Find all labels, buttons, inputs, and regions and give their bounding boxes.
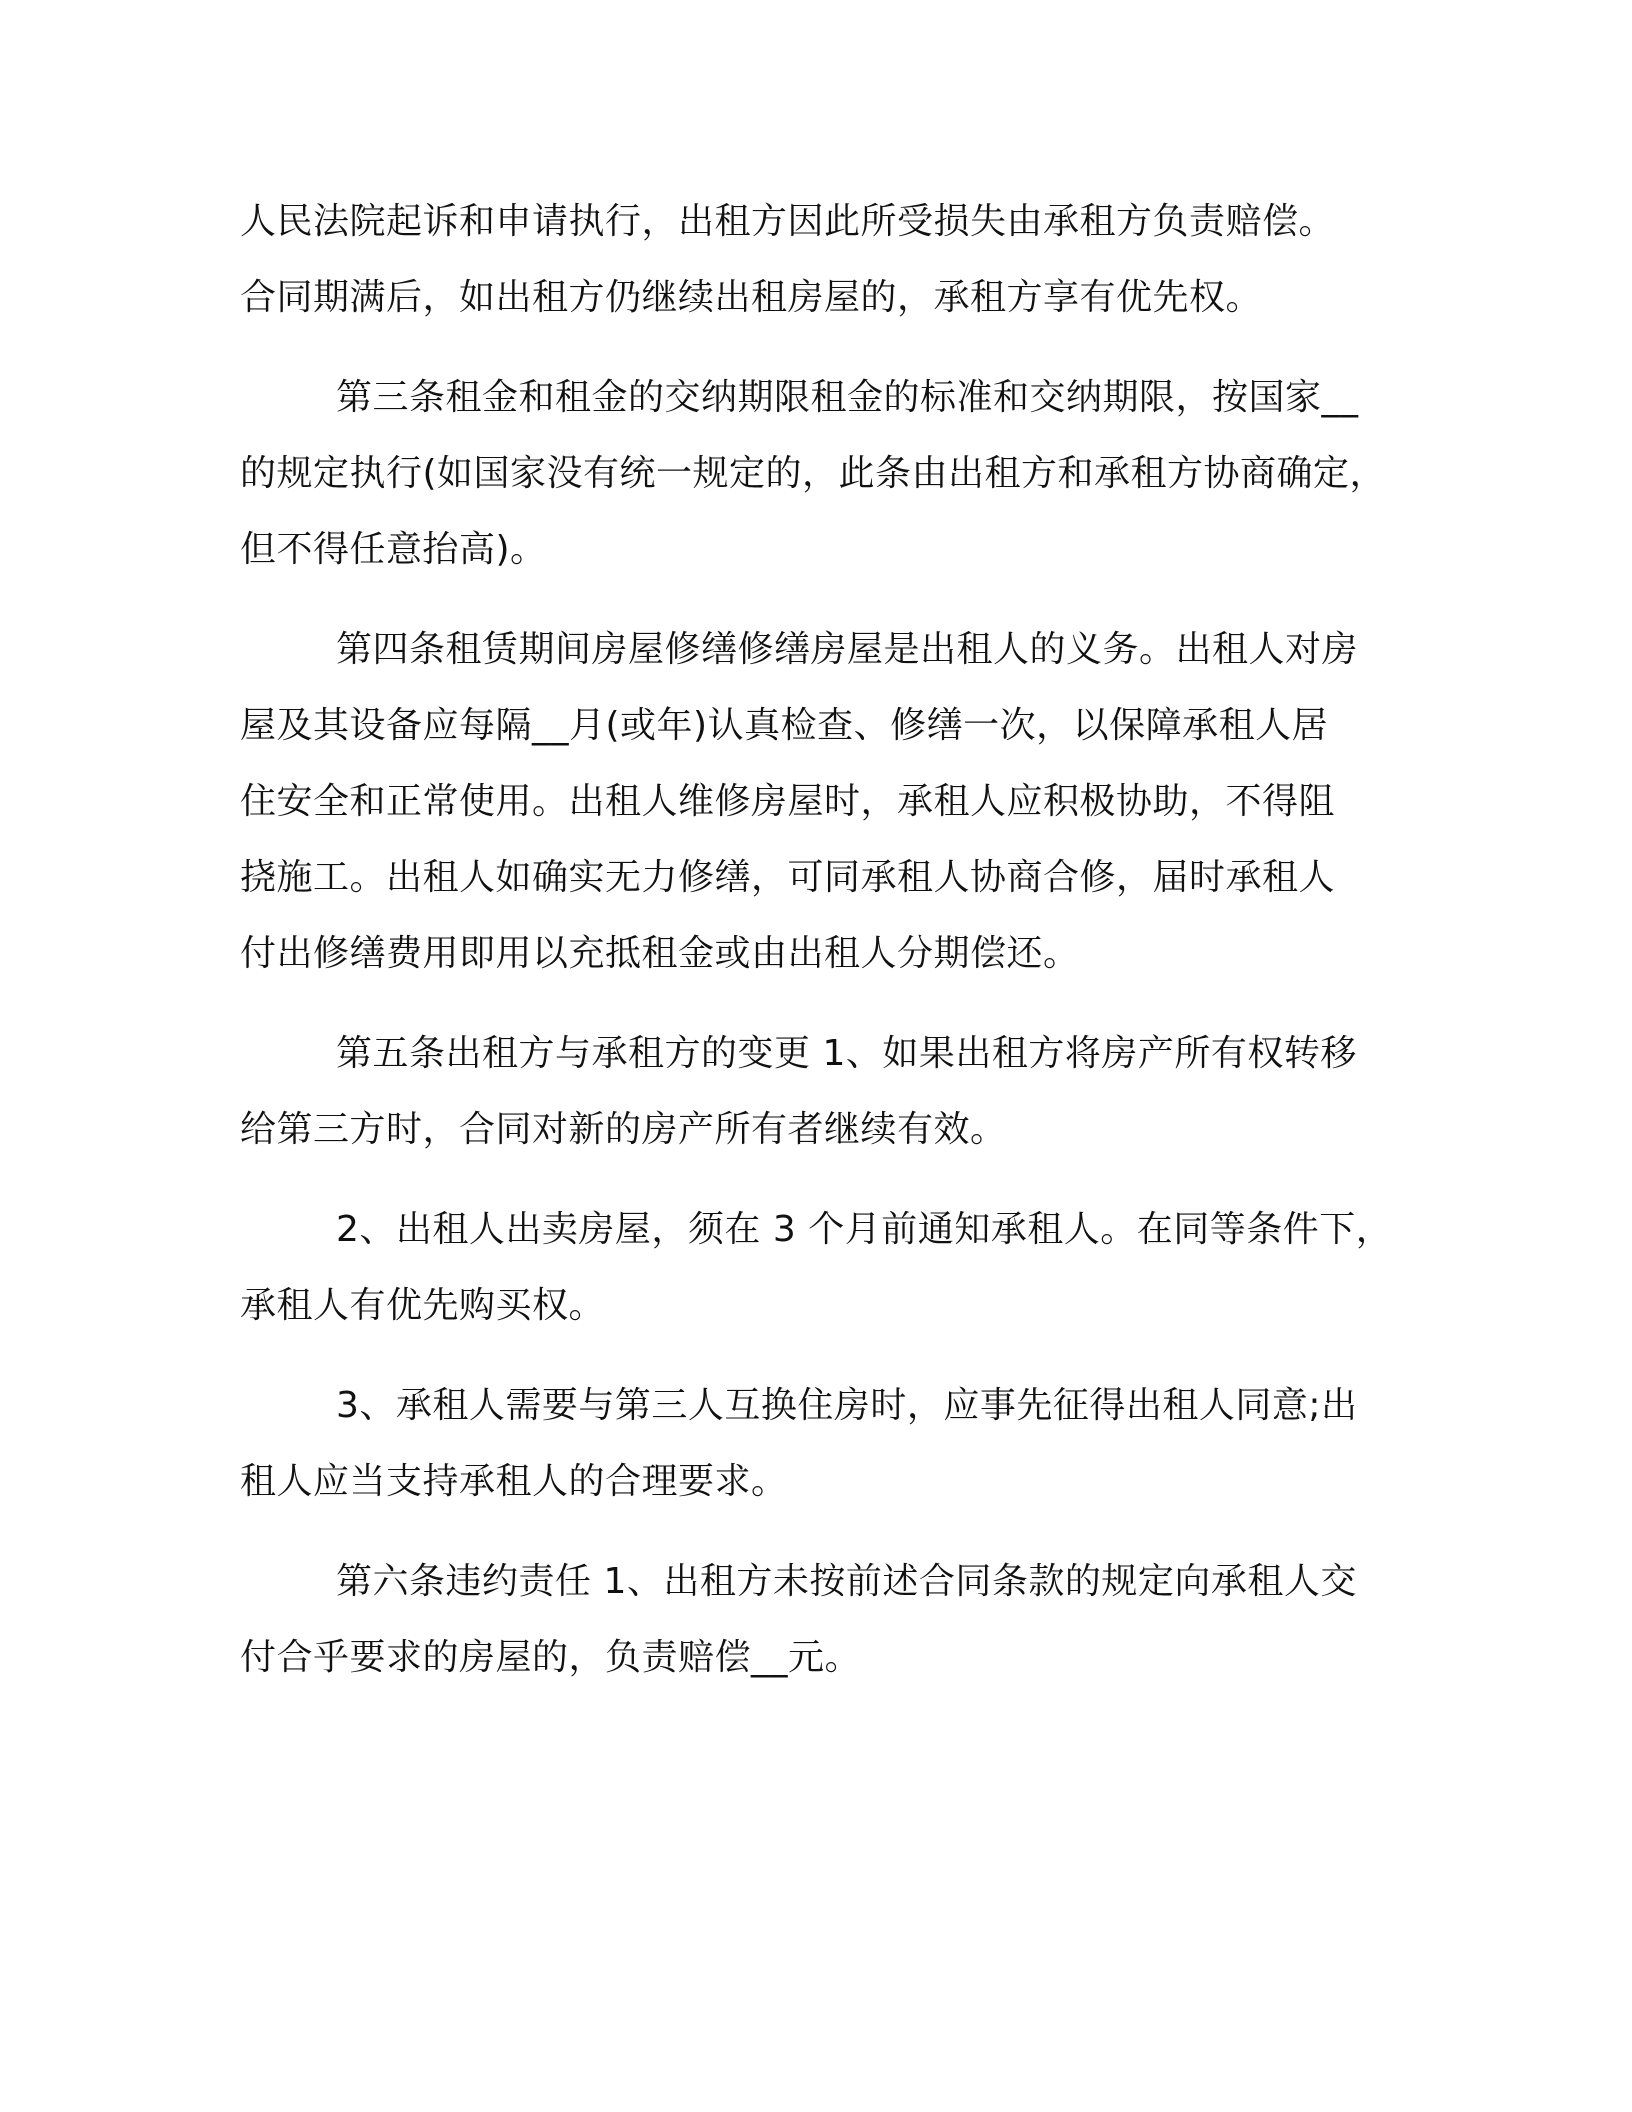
text-line: 付合乎要求的房屋的，负责赔偿__元。 (240, 1637, 862, 1678)
text-line: 第四条租赁期间房屋修缮修缮房屋是出租人的义务。出租人对房 (336, 629, 1359, 670)
text-line: 3、承租人需要与第三人互换住房时，应事先征得出租人同意;出 (336, 1385, 1358, 1426)
text-line: 人民法院起诉和申请执行，出租方因此所受损失由承租方负责赔偿。 (240, 201, 1336, 242)
text-line: 第六条违约责任 1、出租方未按前述合同条款的规定向承租人交 (336, 1561, 1357, 1602)
text-line: 第五条出租方与承租方的变更 1、如果出租方将房产所有权转移 (336, 1033, 1357, 1074)
text-line: 付出修缮费用即用以充抵租金或由出租人分期偿还。 (240, 933, 1080, 974)
text-line: 住安全和正常使用。出租人维修房屋时，承租人应积极协助，不得阻 (240, 781, 1336, 822)
text-line: 但不得任意抬高)。 (240, 529, 547, 570)
text-line: 第三条租金和租金的交纳期限租金的标准和交纳期限，按国家__ (336, 377, 1359, 418)
text-line: 租人应当支持承租人的合理要求。 (240, 1461, 788, 1502)
text-line: 2、出租人出卖房屋，须在 3 个月前通知承租人。在同等条件下， (336, 1209, 1393, 1250)
text-line: 挠施工。出租人如确实无力修缮，可同承租人协商合修，届时承租人 (240, 857, 1336, 898)
text-line: 给第三方时，合同对新的房产所有者继续有效。 (240, 1109, 1007, 1150)
text-line: 屋及其设备应每隔__月(或年)认真检查、修缮一次，以保障承租人居 (240, 705, 1329, 746)
text-line: 合同期满后，如出租方仍继续出租房屋的，承租方享有优先权。 (240, 277, 1263, 318)
text-line: 的规定执行(如国家没有统一规定的，此条由出租方和承租方协商确定， (240, 453, 1387, 494)
text-line: 承租人有优先购买权。 (240, 1285, 606, 1326)
